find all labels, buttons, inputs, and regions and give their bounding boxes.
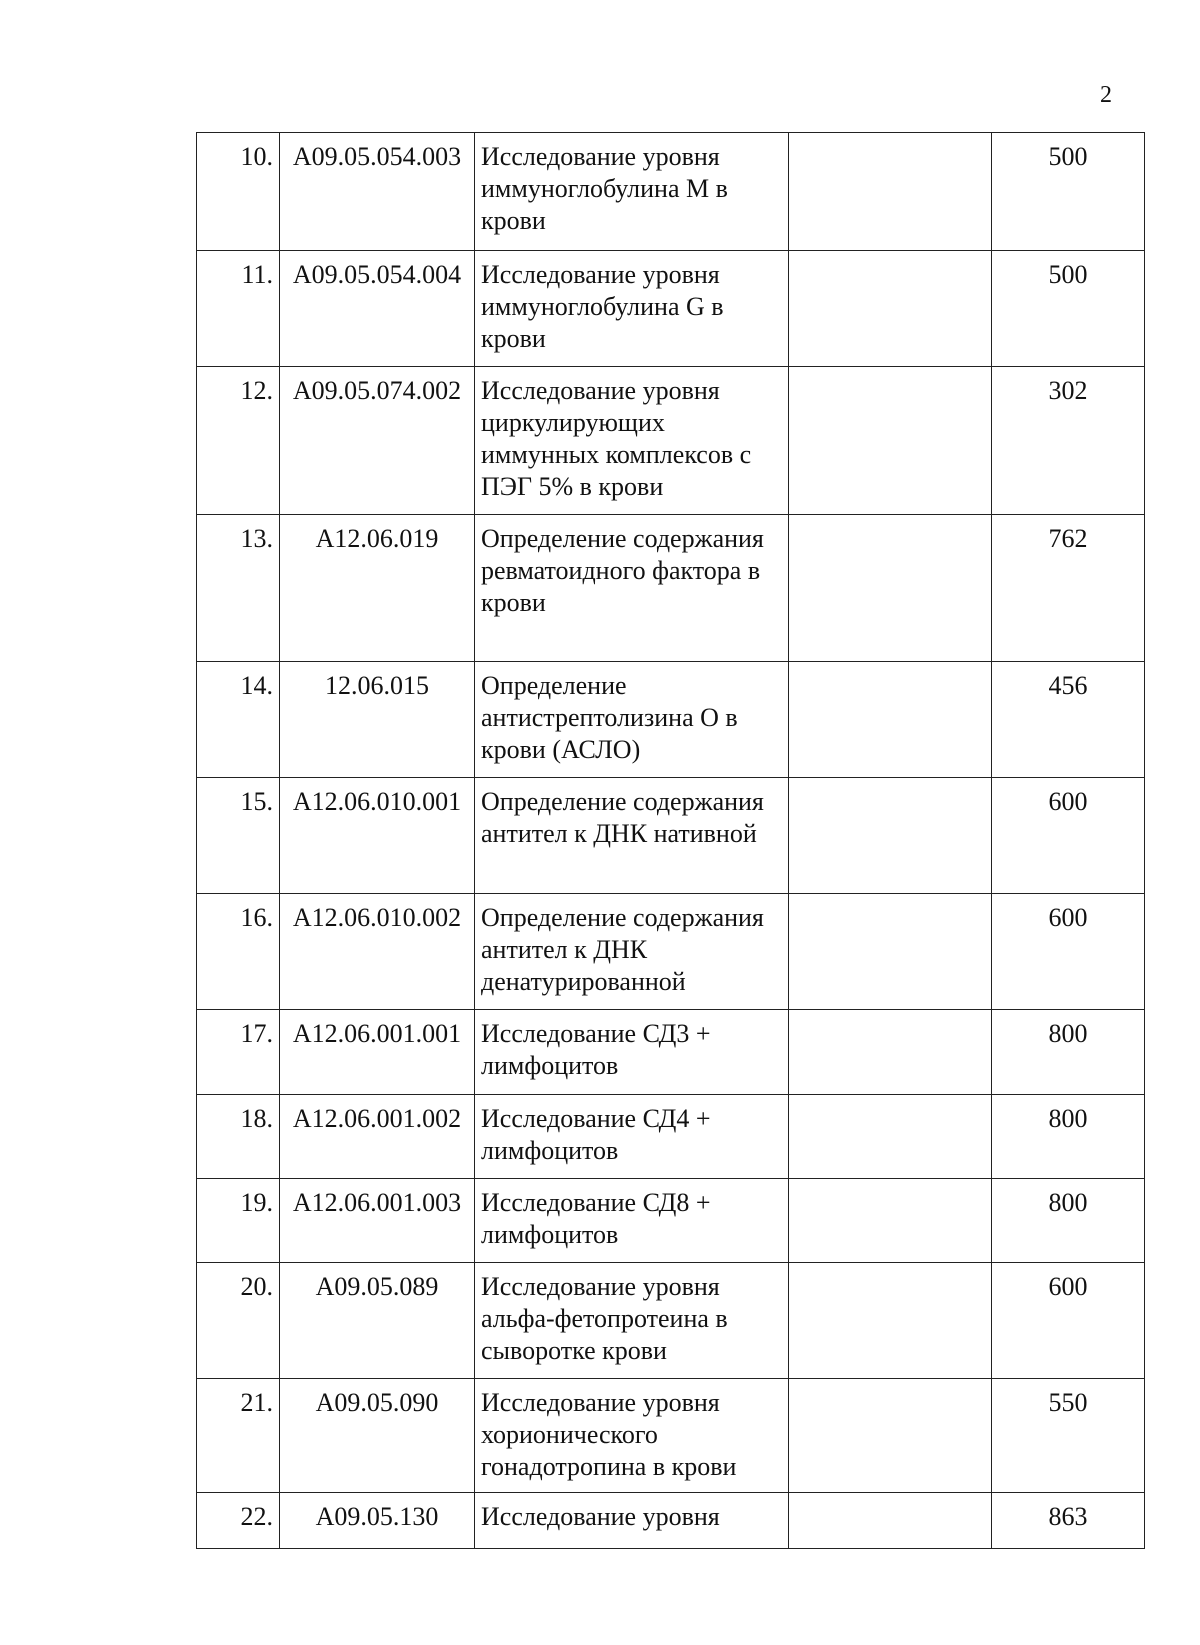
service-price: 550 [992, 1379, 1145, 1493]
service-name: Исследование уровня иммуноглобулина М в крови [475, 133, 789, 251]
empty-cell [789, 1263, 992, 1379]
empty-cell [789, 133, 992, 251]
service-name: Определение содержания антител к ДНК нативной [475, 778, 789, 894]
service-price: 456 [992, 662, 1145, 778]
page-number: 2 [1100, 82, 1112, 108]
service-name: Исследование уровня хорионического гонадотропина в крови [475, 1379, 789, 1493]
service-name: Исследование СД3 + лимфоцитов [475, 1010, 789, 1095]
empty-cell [789, 1095, 992, 1179]
table-row [197, 1095, 1145, 1179]
service-price: 800 [992, 1179, 1145, 1263]
empty-cell [789, 1493, 992, 1549]
table-row [197, 662, 1145, 778]
row-number: 14. [197, 662, 280, 778]
empty-cell [789, 662, 992, 778]
row-number: 12. [197, 367, 280, 515]
empty-cell [789, 778, 992, 894]
table-row [197, 1179, 1145, 1263]
service-code: А12.06.001.003 [280, 1179, 475, 1263]
price-table [196, 132, 1145, 1549]
service-code: А09.05.090 [280, 1379, 475, 1493]
service-name: Определение антистрептолизина О в крови (АСЛО) [475, 662, 789, 778]
row-number: 18. [197, 1095, 280, 1179]
service-code: А12.06.010.002 [280, 894, 475, 1010]
service-name: Определение содержания антител к ДНК денатурированной [475, 894, 789, 1010]
service-name: Определение содержания ревматоидного фактора в крови [475, 515, 789, 662]
table-row [197, 1010, 1145, 1095]
service-name: Исследование уровня циркулирующих иммунных комплексов с ПЭГ 5% в крови [475, 367, 789, 515]
row-number: 16. [197, 894, 280, 1010]
row-number: 13. [197, 515, 280, 662]
row-number: 21. [197, 1379, 280, 1493]
service-price: 600 [992, 778, 1145, 894]
service-name: Исследование уровня альфа-фетопротеина в сыворотке крови [475, 1263, 789, 1379]
empty-cell [789, 1379, 992, 1493]
table-row [197, 1263, 1145, 1379]
table-row [197, 778, 1145, 894]
table-body [197, 133, 1145, 1549]
service-name: Исследование СД4 + лимфоцитов [475, 1095, 789, 1179]
table-row [197, 367, 1145, 515]
row-number: 17. [197, 1010, 280, 1095]
empty-cell [789, 894, 992, 1010]
service-code: А12.06.010.001 [280, 778, 475, 894]
service-price: 302 [992, 367, 1145, 515]
service-price: 863 [992, 1493, 1145, 1549]
service-price: 800 [992, 1010, 1145, 1095]
service-code: А12.06.001.001 [280, 1010, 475, 1095]
empty-cell [789, 1179, 992, 1263]
service-code: А12.06.001.002 [280, 1095, 475, 1179]
service-code: А12.06.019 [280, 515, 475, 662]
service-price: 800 [992, 1095, 1145, 1179]
table-row [197, 894, 1145, 1010]
table-row [197, 1493, 1145, 1549]
empty-cell [789, 367, 992, 515]
service-code: А09.05.089 [280, 1263, 475, 1379]
service-code: А09.05.074.002 [280, 367, 475, 515]
service-price: 762 [992, 515, 1145, 662]
row-number: 11. [197, 251, 280, 367]
table-row [197, 133, 1145, 251]
service-code: А09.05.054.004 [280, 251, 475, 367]
service-code: А09.05.130 [280, 1493, 475, 1549]
service-name: Исследование СД8 + лимфоцитов [475, 1179, 789, 1263]
service-price: 500 [992, 251, 1145, 367]
table-row [197, 515, 1145, 662]
row-number: 20. [197, 1263, 280, 1379]
row-number: 10. [197, 133, 280, 251]
service-price: 600 [992, 1263, 1145, 1379]
table-row [197, 1379, 1145, 1493]
empty-cell [789, 1010, 992, 1095]
row-number: 22. [197, 1493, 280, 1549]
service-name: Исследование уровня [475, 1493, 789, 1549]
row-number: 15. [197, 778, 280, 894]
table-row [197, 251, 1145, 367]
service-price: 500 [992, 133, 1145, 251]
service-name: Исследование уровня иммуноглобулина G в крови [475, 251, 789, 367]
empty-cell [789, 515, 992, 662]
row-number: 19. [197, 1179, 280, 1263]
empty-cell [789, 251, 992, 367]
service-price: 600 [992, 894, 1145, 1010]
service-code: 12.06.015 [280, 662, 475, 778]
service-code: А09.05.054.003 [280, 133, 475, 251]
